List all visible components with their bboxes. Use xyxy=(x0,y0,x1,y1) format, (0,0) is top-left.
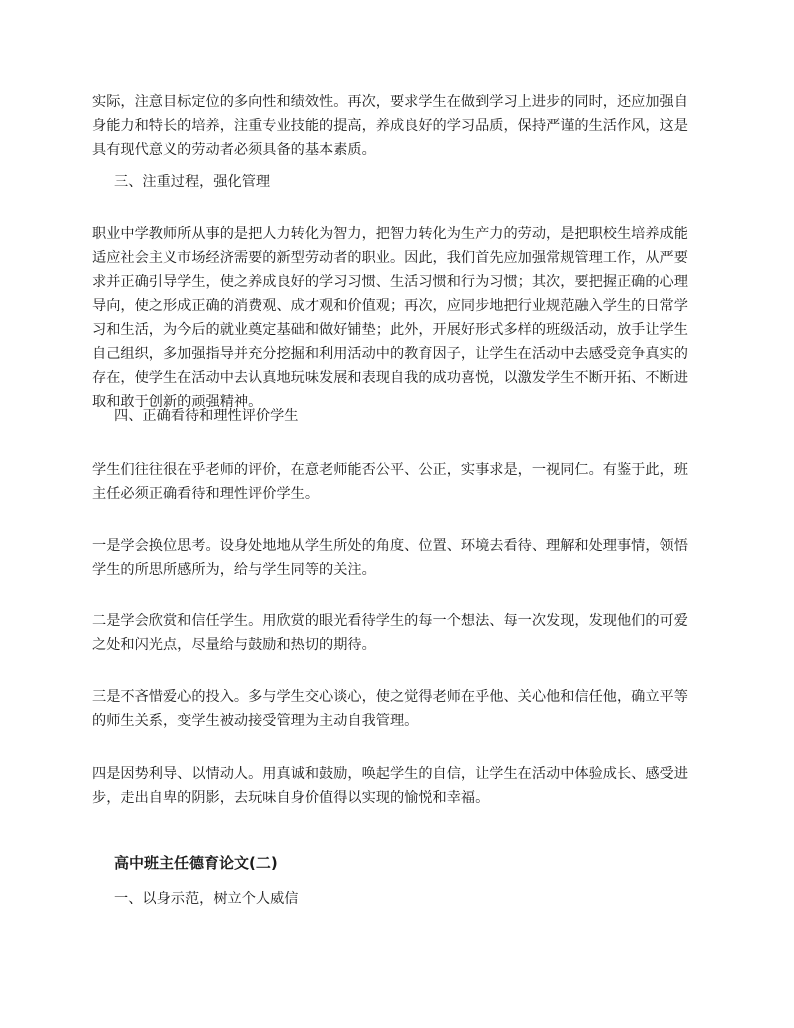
paragraph-appreciation-trust: 二是学会欣赏和信任学生。用欣赏的眼光看待学生的每一个想法、每一次发现，发现他们的可爱之处和闪光点，尽量给与鼓励和热切的期待。 xyxy=(92,613,688,653)
article-title-2: 高中班主任德育论文(二) xyxy=(114,854,278,872)
paragraph-perspective-taking: 一是学会换位思考。设身处地地从学生所处的角度、位置、环境去看待、理解和处理事情，领悟学生的所思所感所为，给与学生同等的关注。 xyxy=(92,538,688,578)
section-heading-1b: 一、以身示范，树立个人威信 xyxy=(114,891,299,907)
section-heading-4: 四、正确看待和理性评价学生 xyxy=(114,408,299,424)
paragraph-goal-orientation: 实际，注意目标定位的多向性和绩效性。再次，要求学生在做到学习上进步的同时，还应加强自身能力和特长的培养，注重专业技能的提高，养成良好的学习品质，保持严谨的生活作风，这是具有现代意义的劳动者必须具备的基本素质。 xyxy=(92,94,688,158)
paragraph-teacher-evaluation: 学生们往往很在乎老师的评价，在意老师能否公平、公正，实事求是，一视同仁。有鉴于此，班主任必须正确看待和理性评价学生。 xyxy=(92,462,688,502)
paragraph-guidance-emotion: 四是因势利导、以情动人。用真诚和鼓励，唤起学生的自信，让学生在活动中体验成长、感受进步，走出自卑的阴影，去玩味自身价值得以实现的愉悦和幸福。 xyxy=(92,766,688,806)
section-heading-3: 三、注重过程，强化管理 xyxy=(114,174,271,190)
paragraph-process-management: 职业中学教师所从事的是把人力转化为智力，把智力转化为生产力的劳动，是把职校生培养成能适应社会主义市场经济需要的新型劳动者的职业。因此，我们首先应加强常规管理工作，从严要求并正确引导学生，使之养成良好的学习习惯、生活习惯和行为习惯；其次，要把握正确的心理导向，使之形成正确的消费观、成才观和价值观；再次，应同步地把行业规范融入学生的日常学习和生活，为今后的就业奠定基础和做好铺垫；此外，开展好形式多样的班级活动，放手让学生自己组织，多加强指导并充分挖掘和利用活动中的教育因子，让学生在活动中去感受竞争真实的存在，使学生在活动中去认真地玩味发展和表现自我的成功喜悦，以激发学生不断开拓、不断进取和敢于创新的顽强精神。 xyxy=(92,226,688,410)
paragraph-care-investment: 三是不吝惜爱心的投入。多与学生交心谈心，使之觉得老师在乎他、关心他和信任他，确立平等的师生关系，变学生被动接受管理为主动自我管理。 xyxy=(92,689,688,729)
